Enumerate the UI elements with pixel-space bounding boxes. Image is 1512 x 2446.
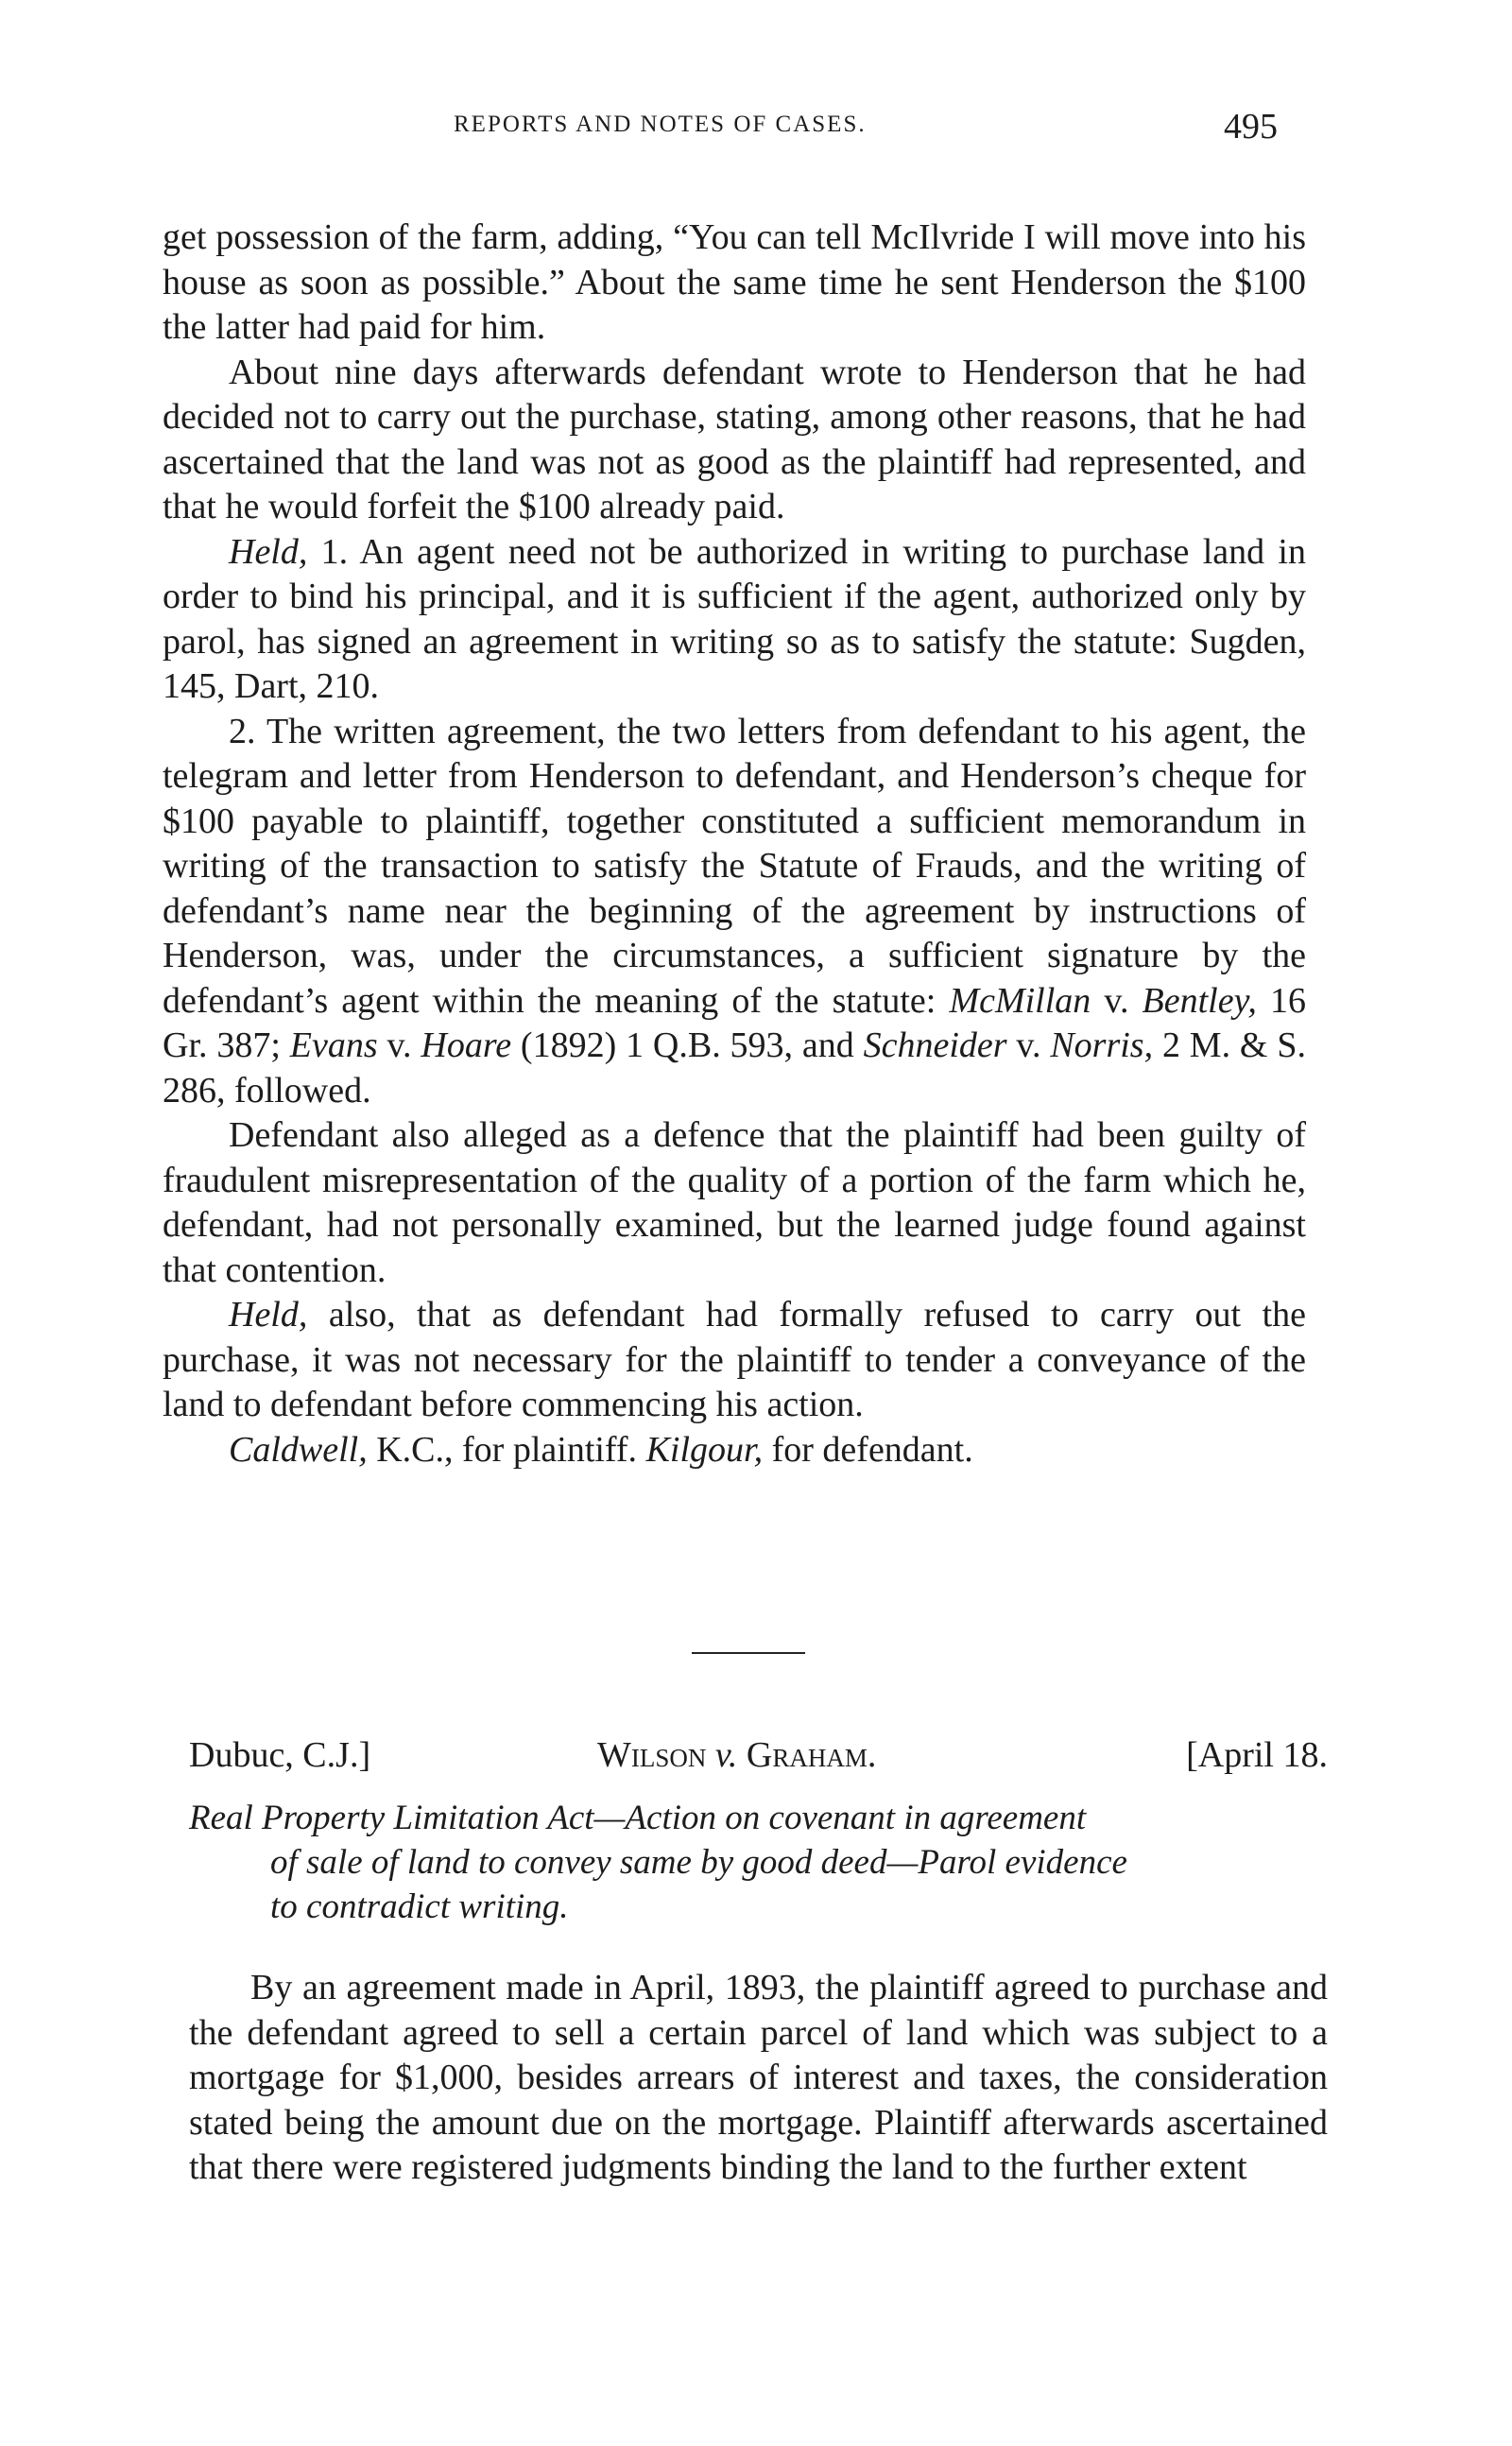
section-divider	[692, 1652, 805, 1654]
held-label: Held,	[229, 1295, 308, 1335]
held-text: 1. An agent need not be authorized in writing to purchase land in order to bind his principal, and it is sufficient if the agent, authorized only by parol, has signed an agreement in writing so as to satisfy the statute: Sugden, 145, Dart, 210.	[163, 531, 1306, 706]
case-citation-name: Schneider	[863, 1025, 1007, 1065]
running-header: REPORTS AND NOTES OF CASES.	[454, 112, 867, 137]
headnote-line: of sale of land to convey same by good deed—Parol evidence	[270, 1843, 1127, 1882]
new-case-body	[189, 1966, 1328, 2191]
citation-v: v.	[1006, 1025, 1051, 1065]
counsel-line	[163, 1428, 1306, 1473]
counsel-name: Caldwell,	[229, 1429, 368, 1470]
citation-v: v.	[377, 1025, 421, 1065]
previous-case-body	[163, 215, 1306, 1473]
case-citation-name: McMillan	[949, 980, 1091, 1021]
counsel-name: Kilgour,	[645, 1429, 764, 1470]
held-text: 2. The written agreement, the two letters from defendant to his agent, the telegram and letter from Henderson to defendant, and Henderson’s cheque for $100 payable to plaintiff, together constituted a sufficient memorandum in writing of the transaction to satisfy the Statute of Frauds, and the writing of defendant’s name near the beginning of the agreement by instructions of Henderson, was, under the circumstances, a sufficient signature by the defendant’s agent within the meaning of the statute:	[163, 711, 1306, 1021]
page-number: 495	[1224, 107, 1278, 146]
case-citation-party: Bentley,	[1142, 980, 1257, 1021]
case-citation-party: Hoare	[421, 1025, 512, 1065]
held-paragraph	[163, 530, 1306, 710]
paragraph: About nine days afterwards defendant wrote to Henderson that he had decided not to carry out the purchase, stating, among other reasons, that he had ascertained that the land was not as good as the plaintiff had represented, and that he would forfeit the $100 already paid.	[163, 352, 1306, 526]
headnote	[189, 1796, 1328, 1929]
versus: v.	[714, 1735, 738, 1775]
counsel-role: K.C., for plaintiff.	[367, 1429, 646, 1470]
case-citation-name: Evans	[289, 1025, 378, 1065]
case-title	[597, 1734, 876, 1776]
held-paragraph-2	[163, 710, 1306, 1114]
paragraph: Defendant also alleged as a defence that the plaintiff had been guilty of fraudulent misrepresentation of the quality of a portion of the farm which he, defendant, had not personally examined, but the learned judge found against that contention.	[163, 1115, 1306, 1290]
citation-ref: 16 Gr. 387;	[163, 980, 1306, 1065]
citation-v: v.	[1091, 980, 1143, 1021]
headnote-line: Real Property Limitation Act—Action on covenant in agreement	[189, 1799, 1087, 1837]
held-paragraph-3	[163, 1293, 1306, 1428]
judge-name: Dubuc, C.J.]	[189, 1735, 371, 1775]
held-text: also, that as defendant had formally refused to carry out the purchase, it was not necessary for the plaintiff to tender a conveyance of the land to defendant before commencing his action.	[163, 1295, 1306, 1424]
party-defendant: Graham.	[746, 1735, 877, 1775]
counsel-role: for defendant.	[763, 1429, 973, 1470]
paragraph: By an agreement made in April, 1893, the plaintiff agreed to purchase and the defendant agreed to sell a certain parcel of land which was subject to a mortgage for $1,000, besides arrears of interest and taxes, the consideration stated being the amount due on the mortgage. Plaintiff afterwards ascertained that there were registered judgments binding the land to the further extent	[189, 1968, 1328, 2187]
headnote-line: to contradict writing.	[270, 1887, 569, 1926]
citation-ref: 2 M. & S. 286, followed.	[163, 1025, 1306, 1111]
held-label: Held,	[229, 531, 308, 572]
case-citation-party: Norris,	[1050, 1025, 1154, 1065]
citation-ref: (1892) 1 Q.B. 593, and	[511, 1025, 864, 1065]
case-date: [April 18.	[1186, 1735, 1328, 1775]
paragraph: get possession of the farm, adding, “You can tell McIlvride I will move into his house as soon as possible.” About the same time he sent Henderson the $100 the latter had paid for him.	[163, 217, 1306, 347]
case-title-line	[189, 1734, 1328, 1783]
party-plaintiff: Wilson	[597, 1735, 707, 1775]
